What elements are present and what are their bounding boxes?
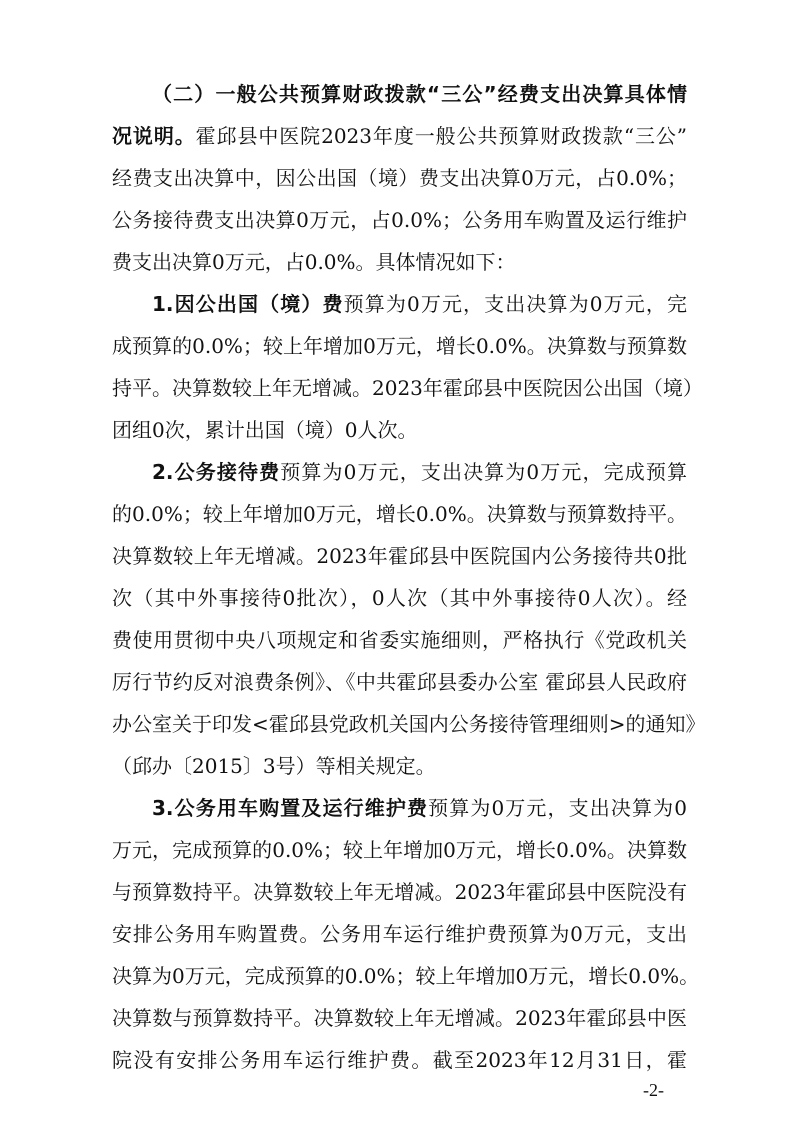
- item1-line-4: 团组0次，累计出国（境）0人次。: [112, 418, 418, 442]
- page-number: -2-: [643, 1080, 664, 1100]
- item1-line-2: 成预算的0.0%；较上年增加0万元，增长0.0%。决算数与预算数: [112, 334, 687, 358]
- item2-title: 2.公务接待费: [152, 460, 281, 484]
- item3-line-4: 安排公务用车购置费。公务用车运行维护费预算为0万元，支出: [112, 922, 687, 946]
- item3-text: 预算为0万元，支出决算为0: [428, 796, 687, 820]
- item2-line-8: （邱办〔2015〕3号）等相关规定。: [112, 754, 436, 778]
- intro-line-2: 经费支出决算中，因公出国（境）费支出决算0万元，占0.0%；: [112, 166, 687, 190]
- item1-line-1: [152, 283, 687, 325]
- item2-line-7: 办公室关于印发<霍邱县党政机关国内公务接待管理细则>的通知》: [112, 712, 706, 736]
- item3-line-3: 与预算数持平。决算数较上年无增减。2023年霍邱县中医院没有: [112, 880, 687, 904]
- item2-line-5: 费使用贯彻中央八项规定和省委实施细则，严格执行《党政机关: [112, 628, 687, 652]
- section-heading: （二）一般公共预算财政拨款“三公”经费支出决算具体情: [152, 82, 687, 106]
- item2-line-2: 的0.0%；较上年增加0万元，增长0.0%。决算数与预算数持平。: [112, 502, 687, 526]
- item1-title: 1.因公出国（境）费: [152, 292, 344, 316]
- item3-line-6: 决算数与预算数持平。决算数较上年无增减。2023年霍邱县中医: [112, 1006, 687, 1030]
- item2-line-1: [152, 451, 687, 493]
- intro-line-4: 费支出决算0万元，占0.0%。具体情况如下：: [112, 250, 516, 274]
- item2-line-6: 厉行节约反对浪费条例》、《中共霍邱县委办公室 霍邱县人民政府: [112, 670, 687, 694]
- item3-title: 3.公务用车购置及运行维护费: [152, 796, 429, 820]
- item3-line-1: [152, 787, 687, 829]
- item3-line-2: 万元，完成预算的0.0%；较上年增加0万元，增长0.0%。决算数: [112, 838, 687, 862]
- item1-text: 预算为0万元，支出决算为0万元，完: [343, 292, 687, 316]
- section-heading-line: [152, 73, 687, 115]
- item1-line-3: 持平。决算数较上年无增减。2023年霍邱县中医院因公出国（境）: [112, 376, 703, 400]
- item3-line-5: 决算为0万元，完成预算的0.0%；较上年增加0万元，增长0.0%。: [112, 964, 700, 988]
- item2-line-4: 次（其中外事接待0批次），0人次（其中外事接待0人次）。经: [112, 586, 687, 610]
- item2-text: 预算为0万元，支出决算为0万元，完成预算: [280, 460, 688, 484]
- intro-text: 霍邱县中医院2023年度一般公共预算财政拨款“三公”: [195, 124, 687, 148]
- intro-line-1: [112, 115, 687, 157]
- section-heading-cont: 况说明。: [112, 124, 196, 148]
- intro-line-3: 公务接待费支出决算0万元，占0.0%；公务用车购置及运行维护: [112, 208, 687, 232]
- item3-line-7: 院没有安排公务用车运行维护费。截至2023年12月31日，霍: [112, 1048, 687, 1072]
- item2-line-3: 决算数较上年无增减。2023年霍邱县中医院国内公务接待共0批: [112, 544, 687, 568]
